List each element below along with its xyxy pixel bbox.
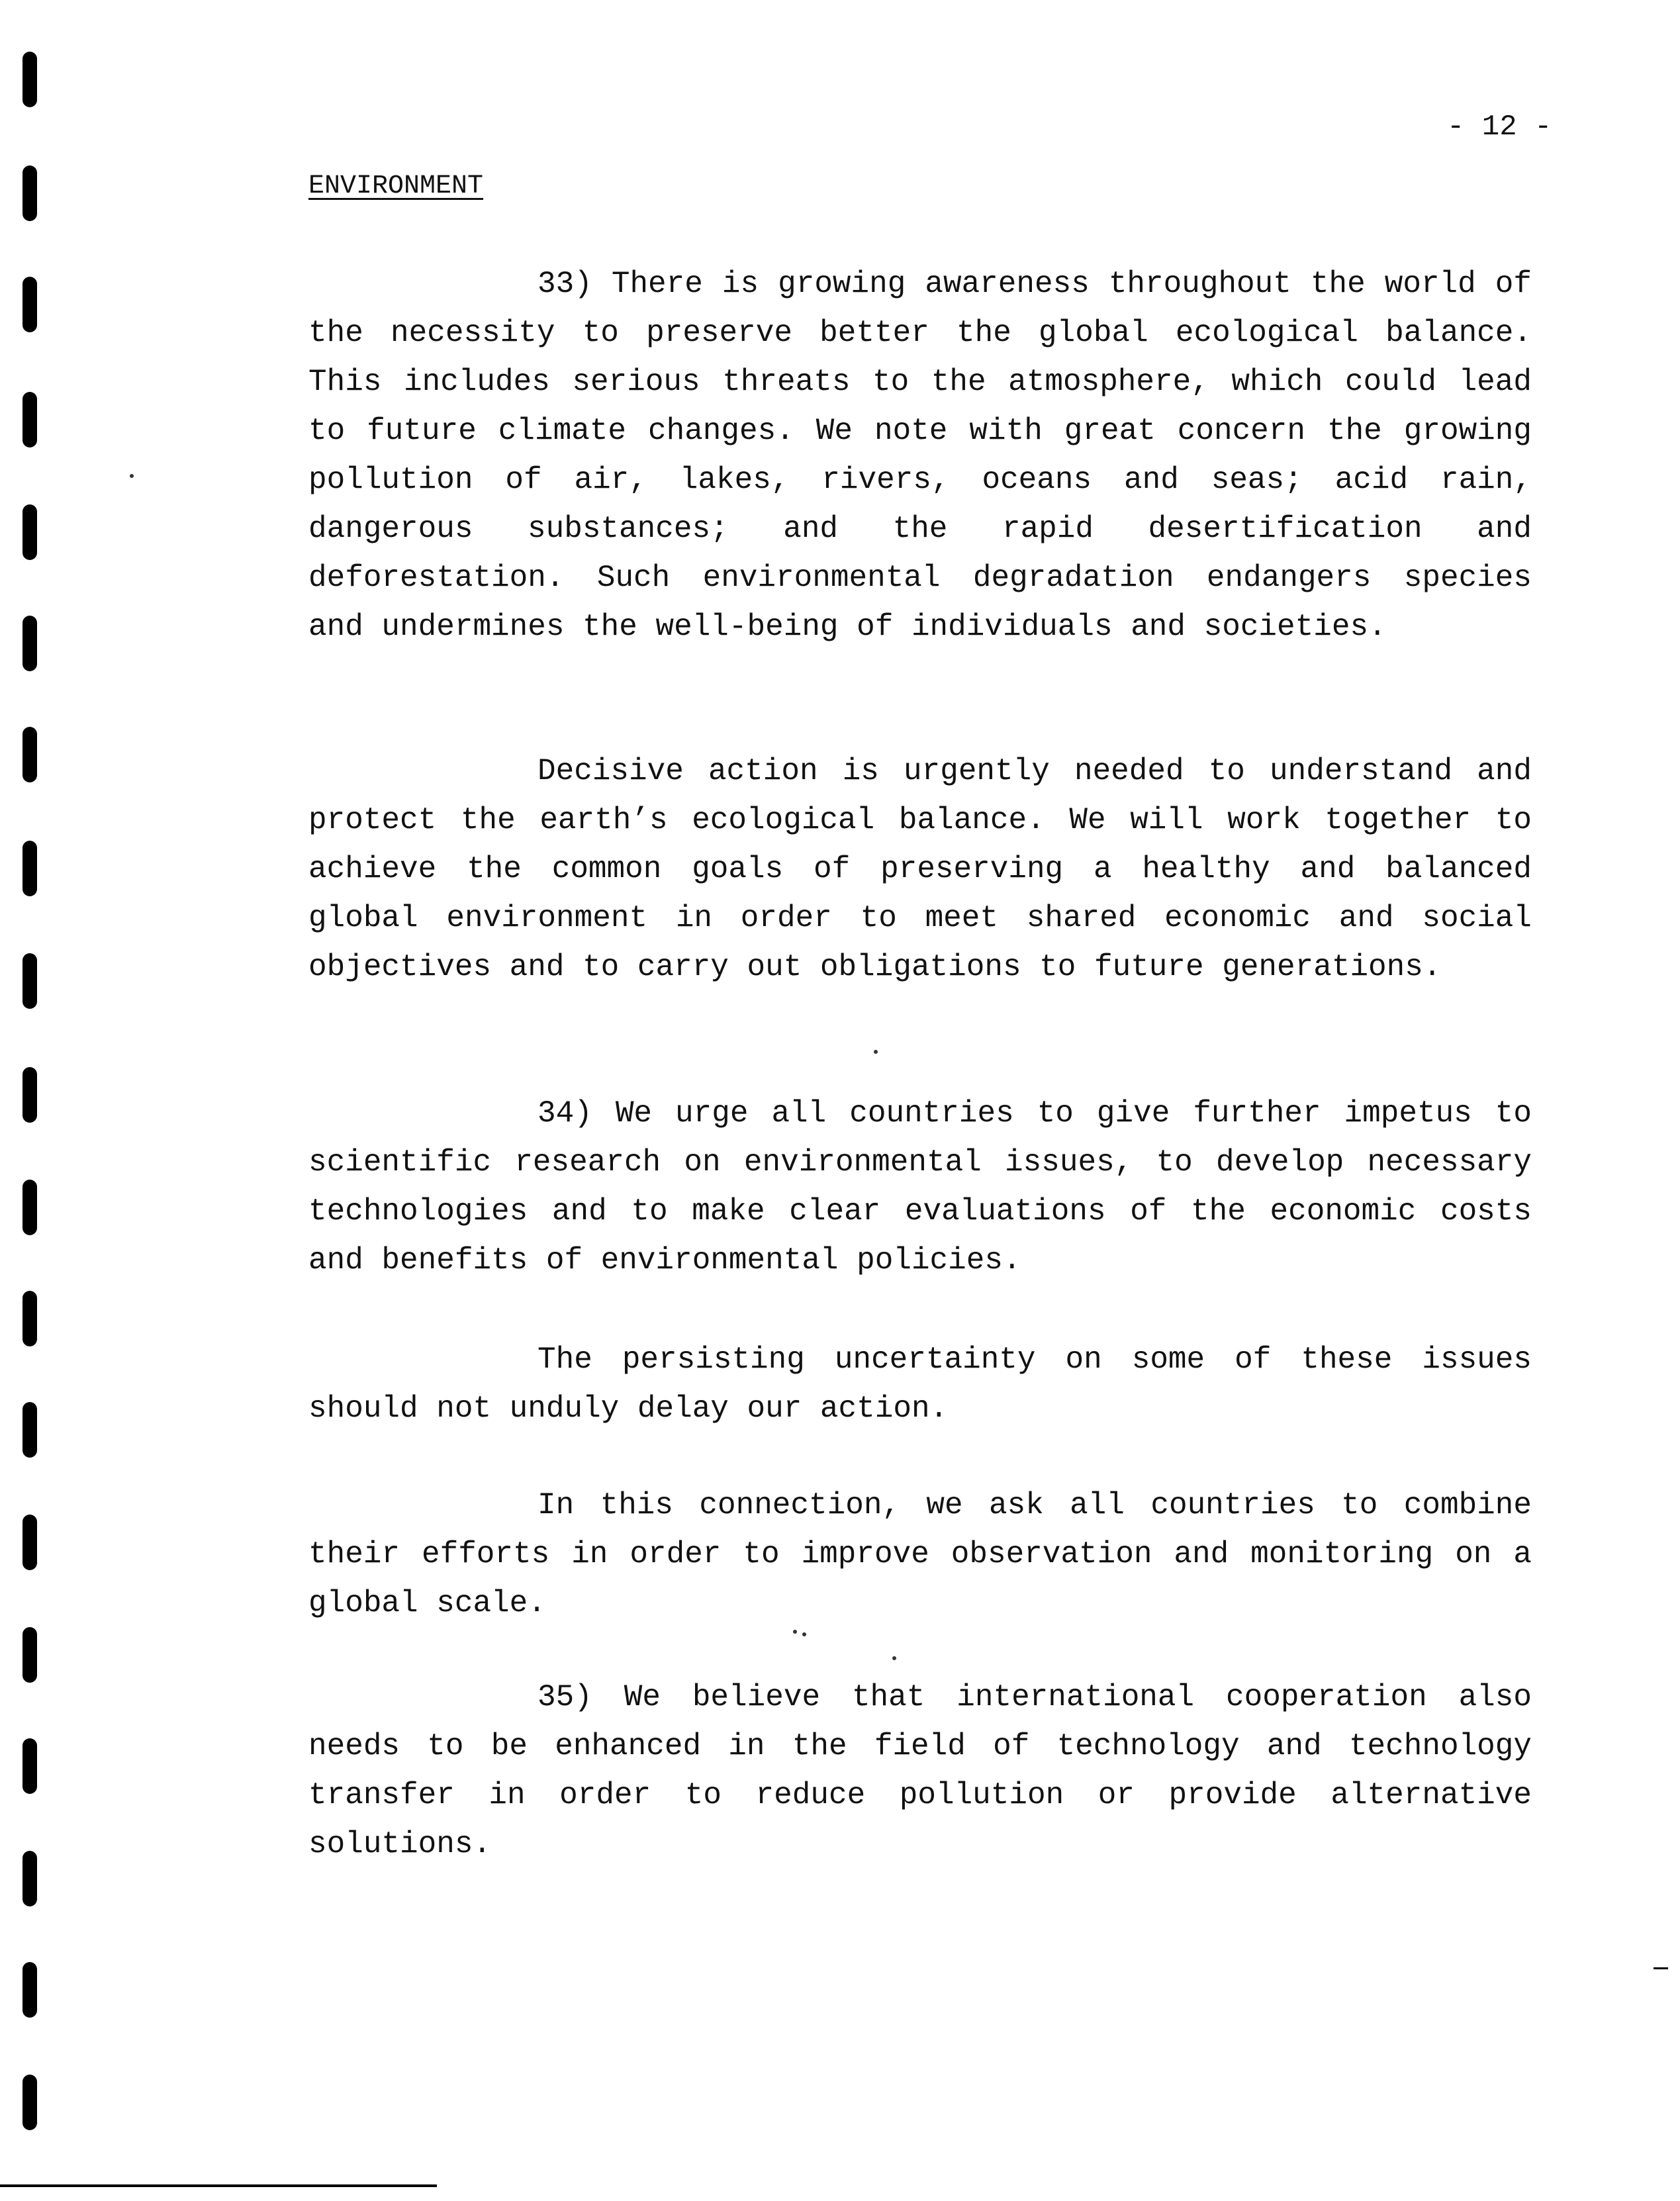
punch-hole-mark xyxy=(23,52,37,107)
bottom-rule xyxy=(0,2184,437,2187)
punch-hole-mark xyxy=(23,1627,37,1683)
scan-speck xyxy=(874,1050,878,1054)
punch-hole-mark xyxy=(23,1180,37,1235)
page-number: - 12 - xyxy=(1447,111,1552,144)
punch-hole-mark xyxy=(23,392,37,447)
scan-speck xyxy=(793,1630,797,1634)
punch-hole-mark xyxy=(23,1515,37,1570)
punch-hole-mark xyxy=(23,277,37,332)
punch-hole-mark xyxy=(23,727,37,782)
punch-hole-mark xyxy=(23,2075,37,2130)
paragraph-connection: In this connection, we ask all countries to combine their efforts in order to improve observation and monitoring on a global scale. xyxy=(308,1488,1532,1620)
punch-hole-mark xyxy=(23,1851,37,1906)
edge-mark xyxy=(1654,1967,1668,1969)
section-heading: ENVIRONMENT xyxy=(308,171,484,201)
punch-hole-mark xyxy=(23,616,37,671)
punch-hole-mark xyxy=(23,1067,37,1123)
paragraph-decisive-action: Decisive action is urgently needed to understand and protect the earth’s ecological balance. We will work together to achieve the common goals of preserving a healthy and balanced global environment in order to meet shared economic and social objectives and to carry out obligations to future generations. xyxy=(308,754,1532,984)
paragraph-35: 35) We believe that international cooperation also needs to be enhanced in the field of technology and technology transfer in order to reduce pollution or provide alternative solutions. xyxy=(308,1680,1532,1861)
scan-speck xyxy=(130,474,134,478)
scan-speck xyxy=(802,1632,806,1636)
punch-hole-mark xyxy=(23,1738,37,1794)
punch-hole-mark xyxy=(23,1962,37,2018)
paragraph-33: 33) There is growing awareness throughout the world of the necessity to preserve better the global ecological balance. This includes serious threats to the atmosphere, which could lead to future climate changes. We note with great concern the growing pollution of air, lakes, rivers, oceans and seas; acid rain, dangerous substances; and the rapid desertification and deforestation. Such environmental degradation endangers species and undermines the well-being of individuals and societies. xyxy=(308,267,1532,644)
scan-speck xyxy=(892,1656,896,1660)
punch-hole-mark xyxy=(23,504,37,560)
punch-hole-mark xyxy=(23,841,37,896)
punch-hole-mark xyxy=(23,1402,37,1458)
paragraph-persisting-uncertainty: The persisting uncertainty on some of these issues should not unduly delay our action. xyxy=(308,1342,1532,1426)
punch-hole-mark xyxy=(23,165,37,221)
punch-hole-mark xyxy=(23,953,37,1009)
punch-hole-mark xyxy=(23,1291,37,1346)
paragraph-34: 34) We urge all countries to give further impetus to scientific research on environmental issues, to develop necessary technologies and to make clear evaluations of the economic costs and benefits of environmental policies. xyxy=(308,1096,1532,1278)
